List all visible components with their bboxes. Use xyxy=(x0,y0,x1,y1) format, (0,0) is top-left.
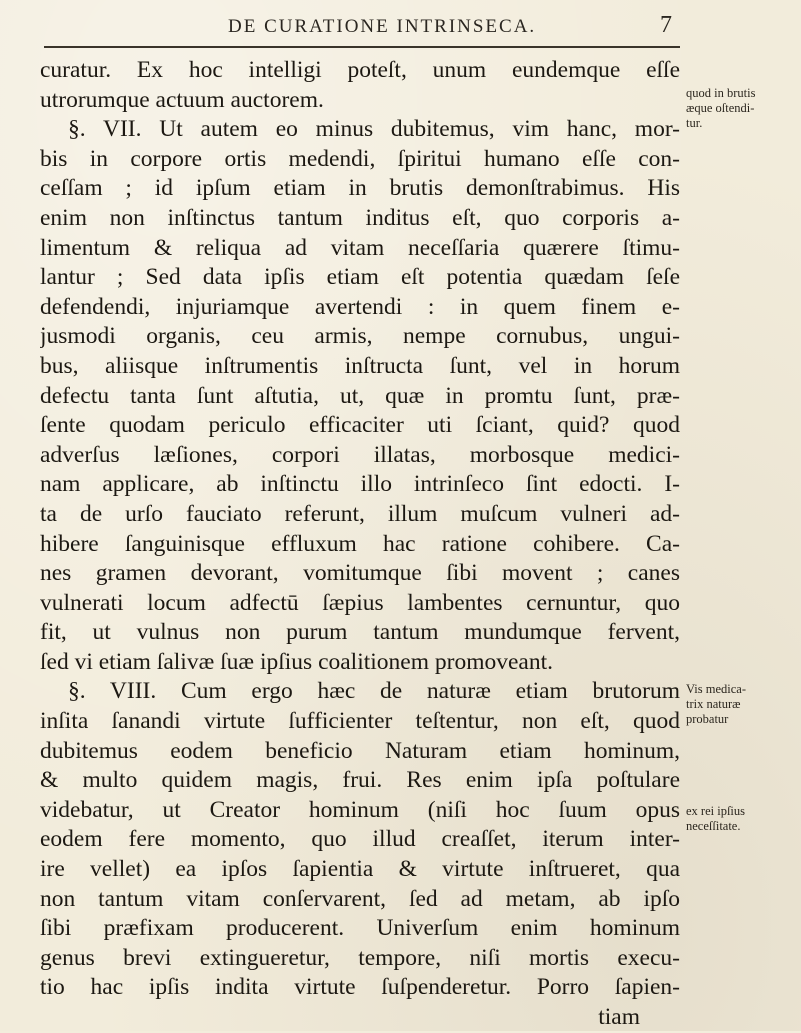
text-line: inſita ſanandi virtute ſufficienter teſtentur, non eſt, quod xyxy=(40,708,680,735)
text-line: utrorumque actuum auctorem. xyxy=(40,86,324,113)
header-rule xyxy=(44,46,680,48)
margin-note-line: probatur xyxy=(686,712,729,726)
text-line: eodem fere momento, quo illud creaſſet, iterum inter- xyxy=(40,826,680,853)
text-line: videbatur, ut Creator hominum (niſi hoc ſuum opus xyxy=(40,796,680,823)
text-line: §. VII. Ut autem eo minus dubitemus, vim hanc, mor- xyxy=(68,116,680,143)
text-line: nam applicare, ab inſtinctu illo intrinſeco ſint edocti. I- xyxy=(40,471,680,498)
margin-note-line: Vis medica- xyxy=(686,682,746,696)
margin-note-line: neceſſitate. xyxy=(686,819,741,833)
text-line: bus, aliisque inſtrumentis inſtructa ſunt, vel in horum xyxy=(40,352,680,379)
text-line: genus brevi extingueretur, tempore, niſi mortis execu- xyxy=(40,944,680,971)
text-line: non tantum vitam conſervarent, ſed ad metam, ab ipſo xyxy=(40,885,680,912)
text-line: ſibi præfixam producerent. Univerſum enim hominum xyxy=(40,915,680,942)
text-line: lantur ; Sed data ipſis etiam eſt potentia quædam ſeſe xyxy=(40,264,680,291)
margin-note-brutis xyxy=(686,86,798,131)
margin-note-line: tur. xyxy=(686,116,703,130)
margin-note-line: æque oſtendi- xyxy=(686,101,755,115)
body-text xyxy=(40,56,680,1033)
margin-note-vis-medicatrix xyxy=(686,682,798,727)
text-line: adverſus læſiones, corpori illatas, morbosque medici- xyxy=(40,441,680,468)
running-title: DE CURATIONE INTRINSECA. xyxy=(228,16,537,37)
text-line: dubitemus eodem beneficio Naturam etiam hominum, xyxy=(40,737,680,764)
catchword: tiam xyxy=(598,1004,640,1030)
text-line: jusmodi organis, ceu armis, nempe cornubus, ungui- xyxy=(40,323,680,350)
margin-note-line: quod in brutis xyxy=(686,86,756,100)
text-line: defendendi, injuriamque avertendi : in quem finem e- xyxy=(40,293,680,320)
text-line: ire vellet) ea ipſos ſapientia & virtute inſtrueret, qua xyxy=(40,856,680,883)
page-number: 7 xyxy=(660,12,672,38)
text-line: vulnerati locum adfectū ſæpius lambentes cernuntur, quo xyxy=(40,589,680,616)
text-line: ſed vi etiam ſalivæ ſuæ ipſius coalitionem promoveant. xyxy=(40,648,553,675)
text-line: bis in corpore ortis medendi, ſpiritui humano eſſe con- xyxy=(40,145,680,172)
text-line: enim non inſtinctus tantum inditus eſt, quo corporis a- xyxy=(40,204,680,231)
text-line: ceſſam ; id ipſum etiam in brutis demonſtrabimus. His xyxy=(40,175,680,202)
text-line: nes gramen devorant, vomitumque ſibi movent ; canes xyxy=(40,560,680,587)
text-line: ſente quodam periculo efficaciter uti ſciant, quid? quod xyxy=(40,412,680,439)
text-line: defectu tanta ſunt aſtutia, ut, quæ in promtu ſunt, præ- xyxy=(40,382,680,409)
text-line: hibere ſanguinisque effluxum hac ratione cohibere. Ca- xyxy=(40,530,680,557)
text-line: §. VIII. Cum ergo hæc de naturæ etiam brutorum xyxy=(68,678,680,705)
margin-note-line: trix naturæ xyxy=(686,697,741,711)
margin-note-line: ex rei ipſius xyxy=(686,804,746,818)
text-line: curatur. Ex hoc intelligi poteſt, unum eundemque eſſe xyxy=(40,57,680,83)
text-line: ta de urſo fauciato referunt, illum muſcum vulneri ad- xyxy=(40,500,680,527)
text-line: tio hac ipſis indita virtute ſuſpenderetur. Porro ſapien- xyxy=(40,974,680,1001)
text-line: fit, ut vulnus non purum tantum mundumque fervent, xyxy=(40,619,680,646)
text-line: limentum & reliqua ad vitam neceſſaria quærere ſtimu- xyxy=(40,234,680,261)
margin-note-necessitate xyxy=(686,804,798,834)
text-line: & multo quidem magis, frui. Res enim ipſa poſtulare xyxy=(40,767,680,794)
